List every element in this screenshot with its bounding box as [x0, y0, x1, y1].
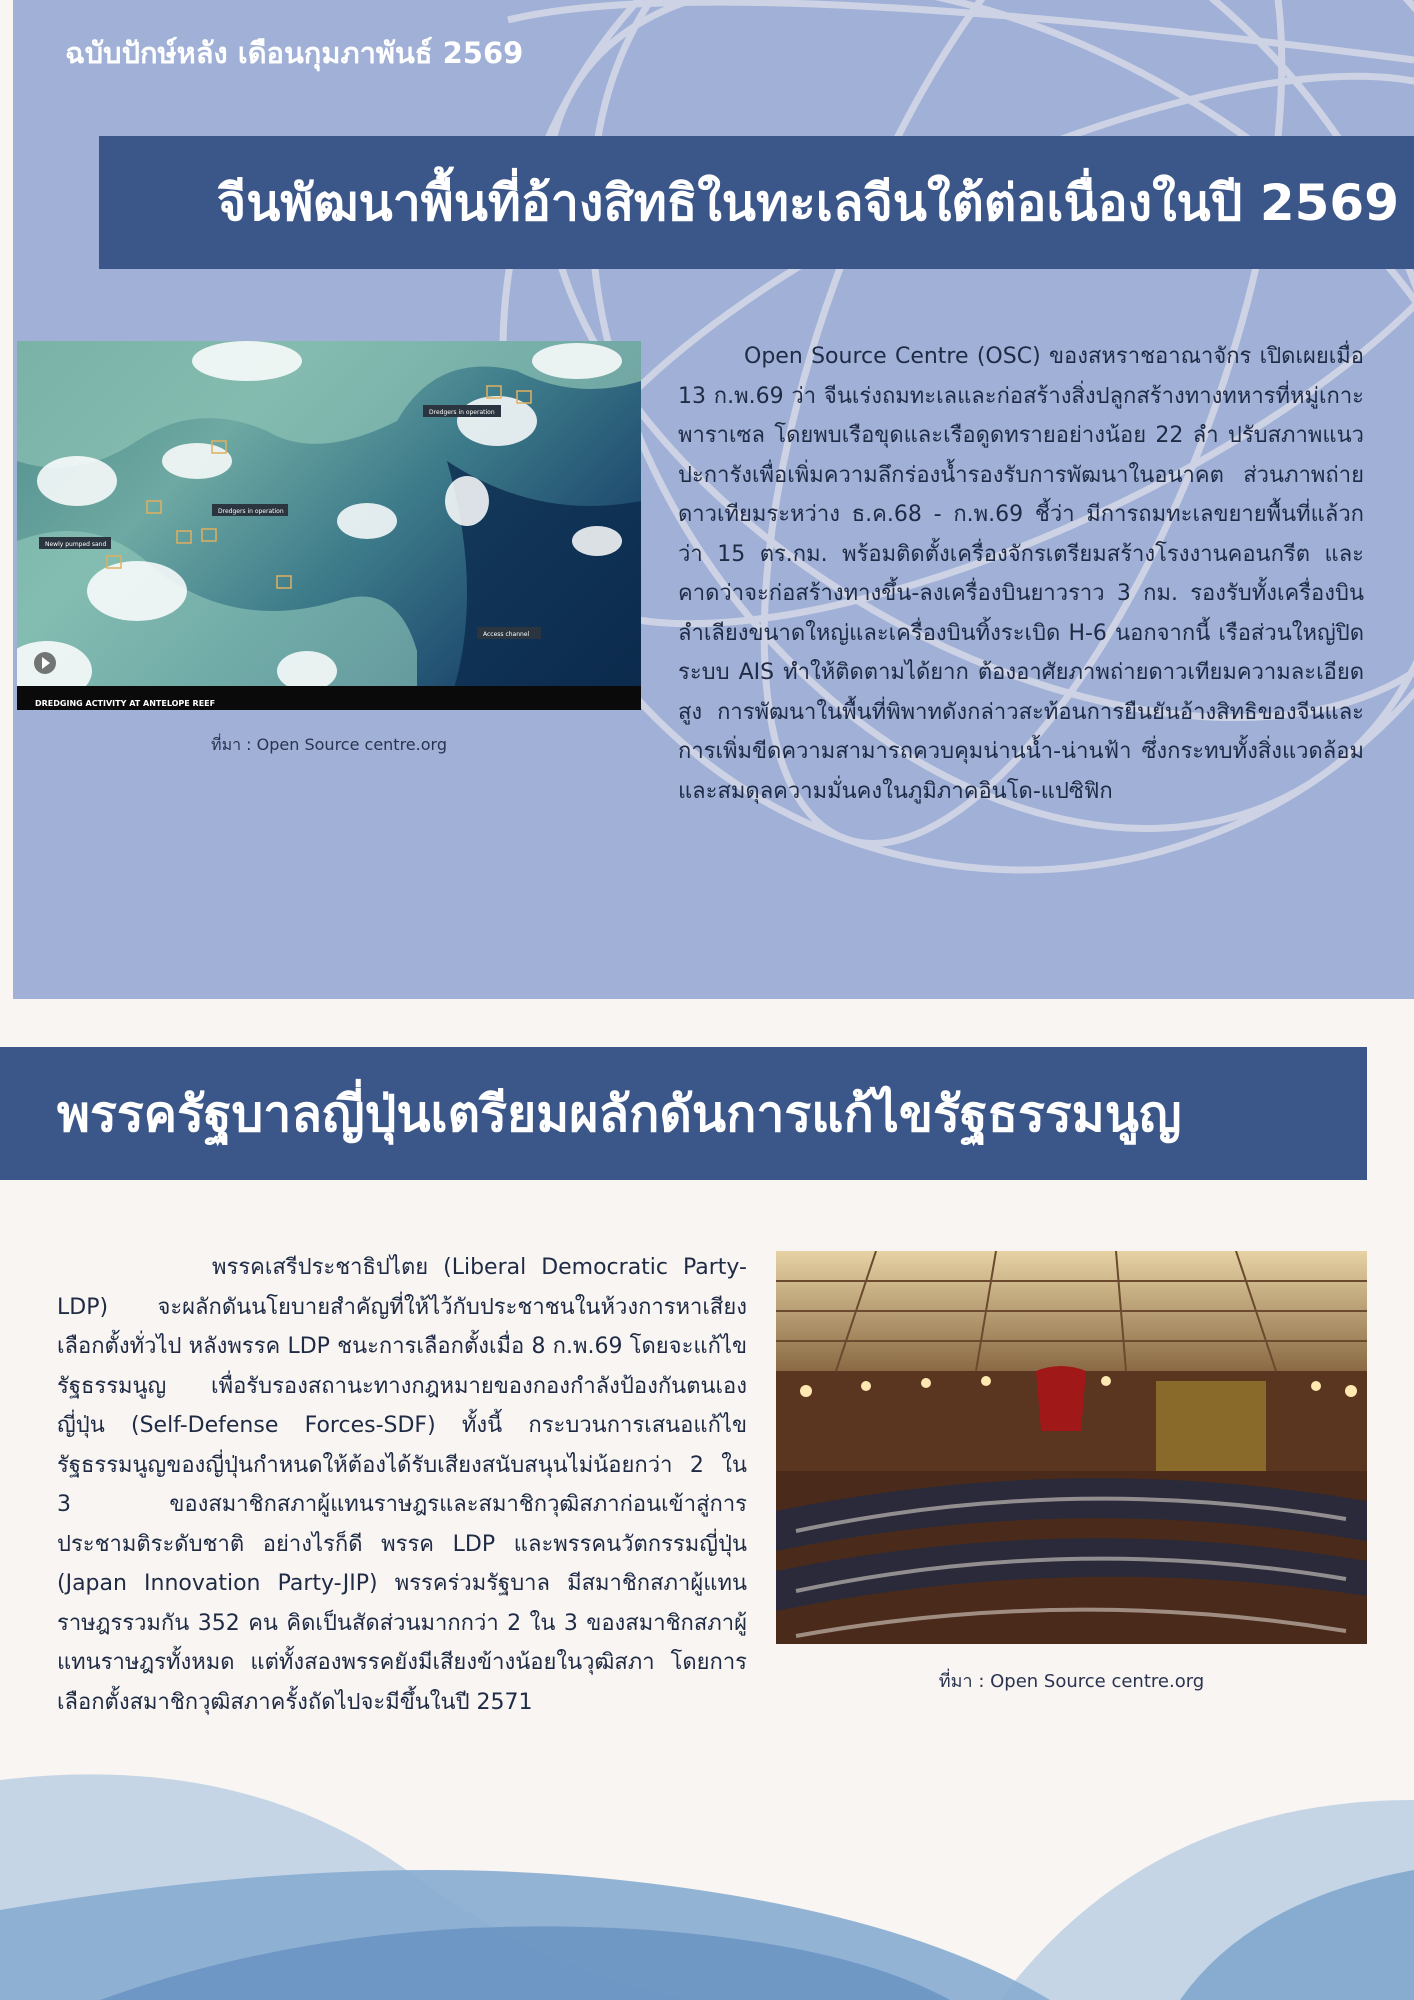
satellite-photo [17, 341, 641, 710]
photo-1-label-a: Dredgers in operation [429, 409, 495, 416]
photo-1-label-b: Dredgers in operation [218, 508, 284, 515]
photo-1-label-c: Newly pumped sand [45, 541, 107, 548]
article-2-title-band [0, 1047, 1367, 1180]
photo-1-caption: ที่มา : Open Source centre.org [211, 735, 447, 754]
photo-1-label-d: Access channel [483, 631, 530, 638]
issue-label: ฉบับปักษ์หลัง เดือนกุมภาพันธ์ 2569 [65, 36, 524, 70]
article-1-title-band [99, 136, 1414, 269]
article-2-body: พรรคเสรีประชาธิปไตย (Liberal Democratic Party-LDP) จะผลักดันนโยบายสำคัญที่ให้ไว้กับประชาชนในห้วงการหาเสียงเลือกตั้งทั่วไป หลังพรรค LDP ชนะการเลือกตั้งเมื่อ 8 ก.พ.69 โดยจะแก้ไขรัฐธรรมนูญ เพื่อรับรองสถานะทางกฎหมายของกองกำลังป้องกันตนเองญี่ปุ่น (Self-Defense Forces-SDF) ทั้งนี้ กระบวนการเสนอแก้ไขรัฐธรรมนูญของญี่ปุ่นกำหนดให้ต้องได้รับเสียงสนับสนุนไม่น้อยกว่า 2 ใน 3 ของสมาชิกสภาผู้แทนราษฎรและสมาชิกวุฒิสภาก่อนเข้าสู่การประชามติระดับชาติ อย่างไรก็ดี พรรค LDP และพรรคนวัตกรรมญี่ปุ่น (Japan Innovation Party-JIP) พรรคร่วมรัฐบาล มีสมาชิกสภาผู้แทนราษฎรรวมกัน 352 คน คิดเป็นสัดส่วนมากกว่า 2 ใน 3 ของสมาชิกสภาผู้แทนราษฎรทั้งหมด แต่ทั้งสองพรรคยังมีเสียงข้างน้อยในวุฒิสภา โดยการเลือกตั้งสมาชิกวุฒิสภาครั้งถัดไปจะมีขึ้นในปี 2571 [57, 1255, 747, 1715]
parliament-photo [776, 1251, 1367, 1644]
wave-decoration [0, 1760, 1414, 2000]
article-1-title: จีนพัฒนาพื้นที่อ้างสิทธิในทะเลจีนใต้ต่อเนื่องในปี 2569 [216, 174, 1399, 232]
photo-2-caption: ที่มา : Open Source centre.org [938, 1671, 1205, 1692]
photo-1-banner: DREDGING ACTIVITY AT ANTELOPE REEF [35, 699, 216, 708]
article-2-title: พรรครัฐบาลญี่ปุ่นเตรียมผลักดันการแก้ไขรัฐธรรมนูญ [57, 1085, 1182, 1143]
article-1-body: Open Source Centre (OSC) ของสหราชอาณาจักร เปิดเผยเมื่อ 13 ก.พ.69 ว่า จีนเร่งถมทะเลและก่อสร้างสิ่งปลูกสร้างทางทหารที่หมู่เกาะพาราเซล โดยพบเรือขุดและเรือดูดทรายอย่างน้อย 22 ลำ ปรับสภาพแนวปะการังเพื่อเพิ่มความลึกร่องน้ำรองรับการพัฒนาในอนาคต ส่วนภาพถ่ายดาวเทียมระหว่าง ธ.ค.68 - ก.พ.69 ชี้ว่า มีการถมทะเลขยายพื้นที่แล้วกว่า 15 ตร.กม. พร้อมติดตั้งเครื่องจักรเตรียมสร้างโรงงานคอนกรีต และคาดว่าจะก่อสร้างทางขึ้น-ลงเครื่องบินยาวราว 3 กม. รองรับทั้งเครื่องบินลำเลียงขนาดใหญ่และเครื่องบินทิ้งระเบิด H-6 นอกจากนี้ เรือส่วนใหญ่ปิดระบบ AIS ทำให้ติดตามได้ยาก ต้องอาศัยภาพถ่ายดาวเทียมความละเอียดสูง การพัฒนาในพื้นที่พิพาทดังกล่าวสะท้อนการยืนยันอ้างสิทธิของจีนและการเพิ่มขีดความสามารถควบคุมน่านน้ำ-น่านฟ้า ซึ่งกระทบทั้งสิ่งแวดล้อมและสมดุลความมั่นคงในภูมิภาคอินโด-แปซิฟิก [678, 344, 1364, 804]
